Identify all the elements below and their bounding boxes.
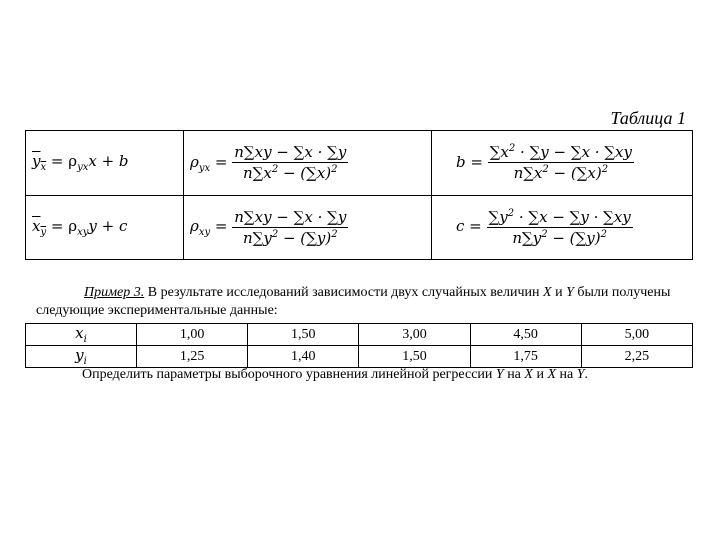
- table-cell: 1,00: [137, 324, 248, 346]
- y-row-label: $y_i$: [26, 346, 137, 368]
- table-cell: 1,40: [248, 346, 359, 368]
- regression-equation-x-on-y: $x_y = \rho_{xy}y + c$: [26, 195, 184, 260]
- table-cell: 4,50: [470, 324, 581, 346]
- example-label: Пример 3.: [84, 285, 145, 300]
- formula-row-2: [26, 195, 693, 260]
- rho-yx-formula: $\rho_{yx}$ = $\frac{n\sum xy - \sum x \cdot \sum y}{n\sum x^2 - (\sum x)^2}$: [184, 131, 432, 196]
- task-paragraph: Определить параметры выборочного уравнения линейной регрессии Y на X и X на Y.: [82, 367, 589, 382]
- formula-table: [25, 130, 693, 260]
- data-table: [25, 323, 693, 368]
- example-paragraph: Пример 3. В результате исследований зависимости двух случайных величин X и Y были получены следующие экспериментальные данные:: [36, 285, 671, 318]
- table-cell: 1,25: [137, 346, 248, 368]
- x-values-row: [26, 324, 693, 346]
- x-row-label: $x_i$: [26, 324, 137, 346]
- table-caption: Таблица 1: [610, 108, 686, 128]
- rho-xy-formula: $\rho_{xy}$ = $\frac{n\sum xy - \sum x \cdot \sum y}{n\sum y^2 - (\sum y)^2}$: [184, 195, 432, 260]
- table-cell: 1,50: [359, 346, 470, 368]
- regression-equation-y-on-x: $y_x = \rho_{yx}x + b$: [26, 131, 184, 196]
- b-coefficient-formula: b = $\frac{\sum x^2 \cdot \sum y - \sum x \cdot \sum xy}{n\sum x^2 - (\sum x)^2}$: [432, 131, 693, 196]
- y-values-row: [26, 346, 693, 368]
- example-text: В результате исследований зависимости двух случайных величин: [144, 285, 544, 300]
- c-coefficient-formula: c = $\frac{\sum y^2 \cdot \sum x - \sum y \cdot \sum xy}{n\sum y^2 - (\sum y)^2}$: [432, 195, 693, 260]
- table-cell: 3,00: [359, 324, 470, 346]
- table-cell: 2,25: [581, 346, 692, 368]
- table-cell: 5,00: [581, 324, 692, 346]
- table-cell: 1,50: [248, 324, 359, 346]
- formula-row-1: [26, 131, 693, 196]
- table-cell: 1,75: [470, 346, 581, 368]
